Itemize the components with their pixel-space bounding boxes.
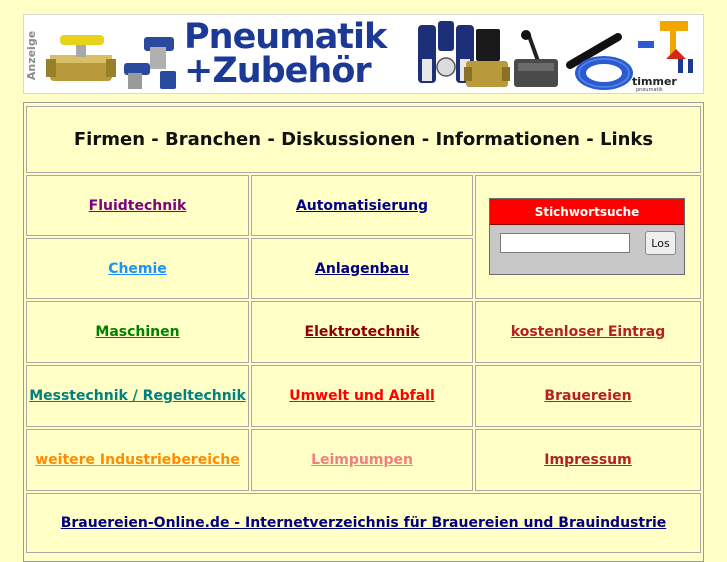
search-title: Stichwortsuche — [490, 199, 684, 225]
link-chemie[interactable]: Chemie — [108, 260, 167, 277]
ad-label: Anzeige — [25, 30, 39, 80]
ball-valve-image — [46, 25, 116, 89]
cell-maschinen — [26, 301, 249, 363]
link-fluidtechnik[interactable]: Fluidtechnik — [88, 197, 187, 214]
link-umwelt-und-abfall[interactable]: Umwelt und Abfall — [289, 388, 435, 404]
link-elektrotechnik[interactable]: Elektrotechnik — [304, 324, 420, 340]
link-weitere-industriebereiche[interactable]: weitere Industriebereiche — [35, 452, 240, 468]
link-impressum[interactable]: Impressum — [544, 452, 632, 468]
cell-footer — [26, 493, 701, 553]
cell-kostenloser-eintrag — [475, 301, 701, 363]
cell-brauereien — [475, 365, 701, 427]
cell-elektrotechnik — [251, 301, 473, 363]
solenoid-valve-image — [464, 25, 510, 91]
link-brauereien[interactable]: Brauereien — [544, 388, 632, 404]
cell-umwelt — [251, 365, 473, 427]
timmer-wordmark: timmer — [632, 75, 677, 88]
keyword-search-box — [489, 198, 685, 275]
link-anlagenbau[interactable]: Anlagenbau — [315, 260, 409, 277]
pneumatic-fittings-image — [120, 33, 184, 93]
search-input[interactable] — [500, 233, 630, 253]
cell-anlagenbau — [251, 238, 473, 299]
tube-coil-image — [572, 53, 636, 93]
link-maschinen[interactable]: Maschinen — [95, 324, 180, 340]
timmer-logo-icon — [636, 19, 700, 75]
cell-fluidtechnik — [26, 175, 249, 236]
page-title: Firmen - Branchen - Diskussionen - Informationen - Links — [73, 129, 654, 150]
cell-impressum — [475, 429, 701, 491]
link-leimpumpen[interactable]: Leimpumpen — [311, 452, 413, 468]
brand-logo: Pneumatik +Zubehör — [184, 17, 387, 91]
header-cell — [26, 106, 701, 173]
cell-automatisierung — [251, 175, 473, 236]
cell-industriebereiche — [26, 429, 249, 491]
cell-leimpumpen — [251, 429, 473, 491]
cell-chemie — [26, 238, 249, 299]
timmer-subtitle: pneumatik — [636, 87, 663, 93]
cell-messtechnik — [26, 365, 249, 427]
link-brauereien-online[interactable]: Brauereien-Online.de - Internetverzeichnis für Brauereien und Brauindustrie — [60, 515, 667, 531]
link-messtechnik-regeltechnik[interactable]: Messtechnik / Regeltechnik — [29, 388, 246, 404]
link-kostenloser-eintrag[interactable]: kostenloser Eintrag — [510, 324, 666, 340]
search-submit-button[interactable]: Los — [645, 231, 676, 255]
hand-lever-valve-image — [508, 29, 564, 91]
advertisement-banner[interactable] — [23, 14, 704, 94]
link-automatisierung[interactable]: Automatisierung — [295, 197, 429, 214]
